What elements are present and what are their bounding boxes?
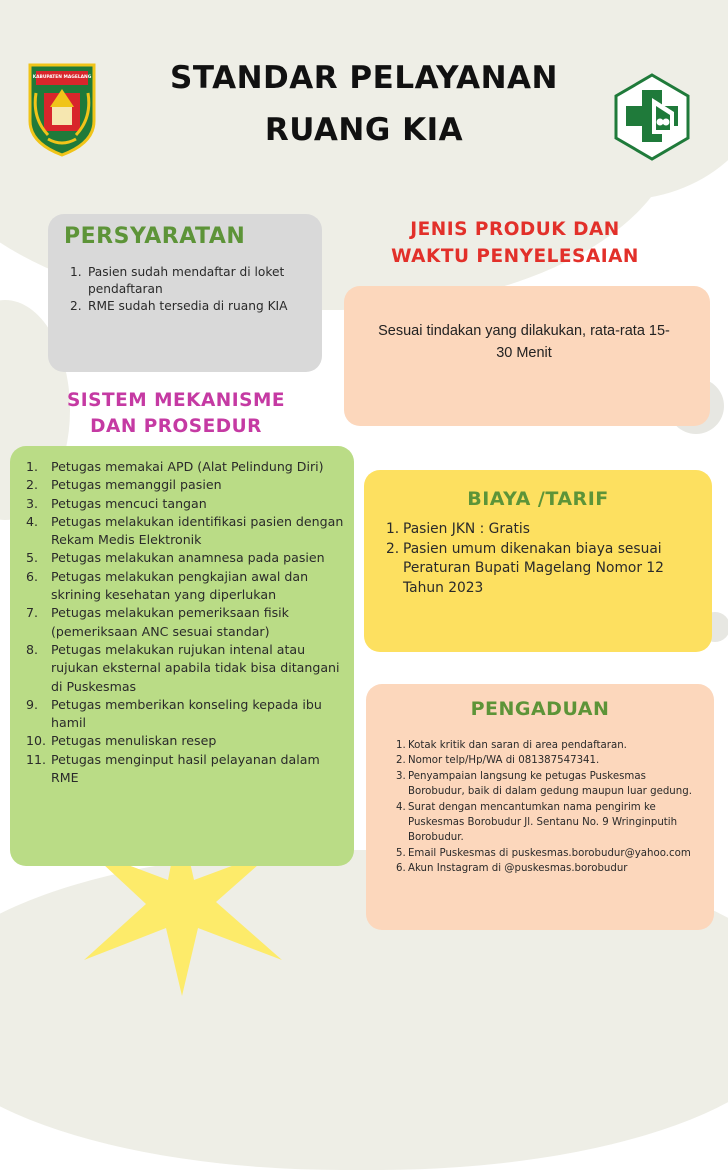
- pengaduan-heading: PENGADUAN: [470, 698, 610, 720]
- biaya-item-number: 1.: [386, 521, 400, 537]
- jenis-produk-heading: [356, 216, 674, 270]
- biaya-card: [364, 470, 712, 652]
- pengaduan-item-number: 5.: [396, 847, 406, 859]
- sistem-item-text: Petugas melakukan anamnesa pada pasien: [51, 550, 325, 566]
- sistem-item-number: 11.: [26, 751, 47, 767]
- sistem-item-11: [26, 751, 346, 788]
- sistem-item-number: 9.: [26, 696, 39, 712]
- jenis-produk-body: Sesuai tindakan yang dilakukan, rata-rata 15-30 Menit: [378, 323, 670, 361]
- sistem-item-number: 5.: [26, 550, 39, 566]
- sistem-list: [26, 458, 346, 787]
- pengaduan-item-number: 6.: [396, 863, 406, 875]
- sistem-item-3: [26, 495, 346, 513]
- sistem-item-5: [26, 549, 346, 567]
- jenis-produk-heading-line-1: JENIS PRODUK DAN: [410, 219, 620, 240]
- biaya-heading: BIAYA /TARIF: [467, 488, 609, 510]
- jenis-produk-card: [344, 286, 710, 426]
- sistem-item-number: 10.: [26, 733, 47, 749]
- jenis-produk-heading-line-2: WAKTU PENYELESAIAN: [391, 246, 639, 267]
- page-title: [0, 56, 728, 152]
- pengaduan-item-text: Nomor telp/Hp/WA di 081387547341.: [408, 755, 600, 767]
- sistem-card: [10, 446, 354, 866]
- sistem-item-number: 6.: [26, 568, 39, 584]
- sistem-item-number: 2.: [26, 477, 39, 493]
- sistem-item-text: Petugas menginput hasil pelayanan dalam RME: [51, 751, 320, 786]
- pengaduan-item-number: 2.: [396, 755, 406, 767]
- sistem-item-text: Petugas memberikan konseling kepada ibu hamil: [51, 696, 322, 731]
- biaya-item-number: 2.: [386, 540, 400, 557]
- pengaduan-card: [366, 684, 714, 930]
- pengaduan-item-2: [396, 753, 702, 768]
- sistem-item-8: [26, 641, 346, 696]
- sistem-item-text: Petugas melakukan pengkajian awal dan skrining kesehatan yang diperlukan: [51, 568, 309, 603]
- persyaratan-heading: PERSYARATAN: [64, 224, 246, 249]
- pengaduan-item-number: 4.: [396, 801, 406, 813]
- biaya-item-text: Pasien umum dikenakan biaya sesuai Peraturan Bupati Magelang Nomor 12 Tahun 2023: [403, 540, 664, 596]
- sistem-item-text: Petugas memakai APD (Alat Pelindung Diri): [51, 459, 324, 474]
- pengaduan-item-number: 3.: [396, 770, 406, 782]
- sistem-heading: [26, 388, 326, 440]
- sistem-heading-line-2: DAN PROSEDUR: [90, 416, 262, 437]
- sistem-item-text: Petugas memanggil pasien: [51, 477, 222, 493]
- sistem-item-10: [26, 732, 346, 750]
- pengaduan-item-1: [396, 738, 702, 753]
- sistem-item-text: Petugas melakukan identifikasi pasien dengan Rekam Medis Elektronik: [51, 513, 344, 548]
- background-circle-small-right: [548, 148, 582, 182]
- biaya-item-text: Pasien JKN : Gratis: [403, 521, 530, 537]
- title-line-1: STANDAR PELAYANAN: [170, 60, 558, 96]
- persyaratan-card: [48, 214, 322, 372]
- pengaduan-item-number: 1.: [396, 740, 406, 751]
- sistem-item-2: [26, 476, 346, 494]
- sistem-item-4: [26, 513, 346, 550]
- sistem-item-number: 4.: [26, 513, 39, 529]
- sistem-item-number: 1.: [26, 459, 39, 474]
- pengaduan-item-text: Penyampaian langsung ke petugas Puskesmas Borobudur, baik di dalam gedung maupun luar gedung.: [408, 770, 692, 798]
- biaya-list: [386, 520, 706, 598]
- persyaratan-item-text: RME sudah tersedia di ruang KIA: [88, 299, 288, 313]
- persyaratan-item-1: [70, 264, 312, 298]
- pengaduan-item-4: [396, 800, 702, 846]
- persyaratan-item-2: [70, 298, 312, 315]
- sistem-item-text: Petugas menuliskan resep: [51, 733, 217, 749]
- pengaduan-item-6: [396, 861, 702, 876]
- sistem-item-number: 7.: [26, 605, 39, 621]
- pengaduan-item-text: Email Puskesmas di puskesmas.borobudur@yahoo.com: [408, 847, 691, 859]
- sistem-item-6: [26, 568, 346, 605]
- pengaduan-list: [396, 738, 702, 877]
- biaya-item-1: [386, 520, 706, 540]
- sistem-item-text: Petugas melakukan rujukan intenal atau rujukan eksternal apabila tidak bisa ditangani di Puskesmas: [51, 641, 340, 694]
- seal-caption: KABUPATEN MAGELANG: [32, 75, 92, 80]
- sistem-item-1: [26, 458, 346, 476]
- sistem-item-number: 3.: [26, 495, 39, 511]
- persyaratan-list: [70, 264, 312, 315]
- persyaratan-item-number: 2.: [70, 299, 82, 313]
- sistem-item-number: 8.: [26, 641, 39, 657]
- biaya-item-2: [386, 540, 706, 599]
- sistem-item-7: [26, 604, 346, 641]
- pengaduan-item-3: [396, 769, 702, 800]
- pengaduan-item-text: Surat dengan mencantumkan nama pengirim ke Puskesmas Borobudur Jl. Sentanu No. 9 Wringinputih Borobudur.: [408, 801, 678, 844]
- persyaratan-item-text: Pasien sudah mendaftar di loket pendaftaran: [88, 265, 285, 296]
- pengaduan-item-text: Akun Instagram di @puskesmas.borobudur: [408, 863, 628, 875]
- pengaduan-item-text: Kotak kritik dan saran di area pendaftaran.: [408, 740, 627, 751]
- sistem-item-text: Petugas melakukan pemeriksaan fisik (pemeriksaan ANC sesuai standar): [51, 605, 289, 639]
- persyaratan-item-number: 1.: [70, 265, 82, 279]
- sistem-item-text: Petugas mencuci tangan: [51, 495, 207, 511]
- sistem-heading-line-1: SISTEM MEKANISME: [66, 390, 286, 411]
- sistem-item-9: [26, 696, 346, 733]
- title-line-2: RUANG KIA: [264, 112, 464, 148]
- pengaduan-item-5: [396, 846, 702, 861]
